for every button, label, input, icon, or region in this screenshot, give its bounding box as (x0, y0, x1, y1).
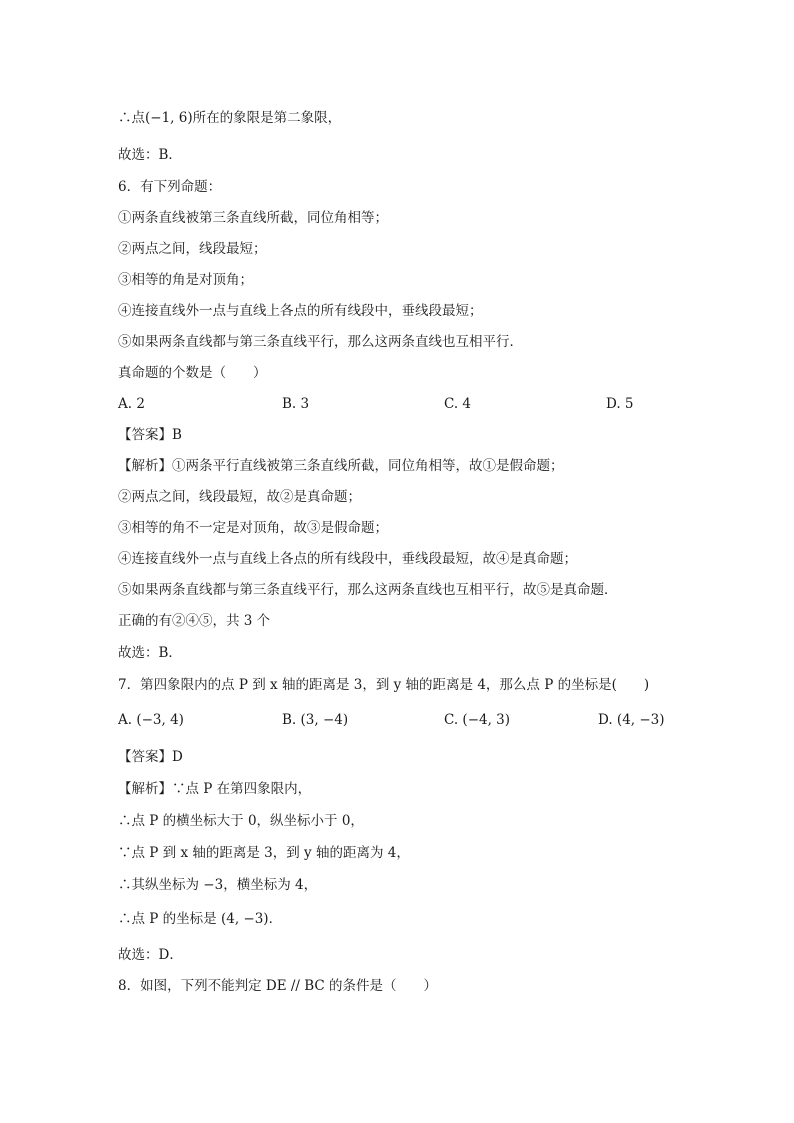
q6-stem: 6．有下列命题： (118, 179, 222, 195)
q6-statement-4: ④连接直线外一点与直线上各点的所有线段中，垂线段最短； (118, 303, 483, 319)
q6-explanation-6: 正确的有②④⑤，共 3 个 (118, 613, 271, 629)
q6-explanation-3: ③相等的角不一定是对顶角，故③是假命题； (118, 520, 388, 536)
q7-stem: 7．第四象限内的点 P 到 x 轴的距离是 3，到 y 轴的距离是 4，那么点 P 的坐标是( ) (118, 677, 650, 693)
q7-explanation-2: ∴点 P 的横坐标大于 0，纵坐标小于 0， (118, 813, 364, 829)
choice-line: 故选：B． (118, 147, 182, 163)
q6-explanation-2: ②两点之间，线段最短，故②是真命题； (118, 489, 361, 505)
q6-question: 真命题的个数是（ ） (118, 365, 267, 381)
q8-stem: 8．如图，下列不能判定 DE // BC 的条件是（ ） (118, 978, 438, 994)
q7-explanation-5: ∴点 P 的坐标是 (4, −3)． (118, 911, 283, 927)
q6-statement-3: ③相等的角是对顶角； (118, 272, 253, 288)
q6-statement-5: ⑤如果两条直线都与第三条直线平行，那么这两条直线也互相平行． (118, 334, 523, 350)
q6-statement-2: ②两点之间，线段最短； (118, 241, 267, 257)
q7-option-b: B. (3, −4) (282, 712, 349, 728)
q7-option-c: C. (−4, 3) (444, 712, 511, 728)
q7-answer: 【答案】D (118, 749, 183, 765)
q6-option-c: C. 4 (444, 396, 472, 412)
q7-option-d: D. (4, −3) (598, 712, 665, 728)
q7-option-a: A. (−3, 4) (118, 712, 184, 728)
q7-explanation-3: ∵点 P 到 x 轴的距离是 3，到 y 轴的距离为 4， (118, 845, 410, 861)
q7-explanation-4: ∴其纵坐标为 −3，横坐标为 4， (118, 877, 318, 893)
q6-statement-1: ①两条直线被第三条直线所截，同位角相等； (118, 210, 388, 226)
conclusion-line: ∴点(−1, 6)所在的象限是第二象限， (118, 110, 342, 126)
q7-explanation-1: 【解析】∵点 P 在第四象限内， (118, 781, 312, 797)
q6-option-d: D. 5 (606, 396, 634, 412)
q6-explanation-4: ④连接直线外一点与直线上各点的所有线段中，垂线段最短，故④是真命题； (118, 551, 577, 567)
q6-explanation-1: 【解析】①两条平行直线被第三条直线所截，同位角相等，故①是假命题； (118, 458, 564, 474)
q6-answer: 【答案】B (118, 427, 182, 443)
q6-explanation-7: 故选：B． (118, 645, 182, 661)
q6-option-b: B. 3 (282, 396, 310, 412)
q6-option-a: A. 2 (118, 396, 145, 412)
q6-explanation-5: ⑤如果两条直线都与第三条直线平行，那么这两条直线也互相平行，故⑤是真命题． (118, 582, 618, 598)
q7-explanation-6: 故选：D． (118, 947, 183, 963)
